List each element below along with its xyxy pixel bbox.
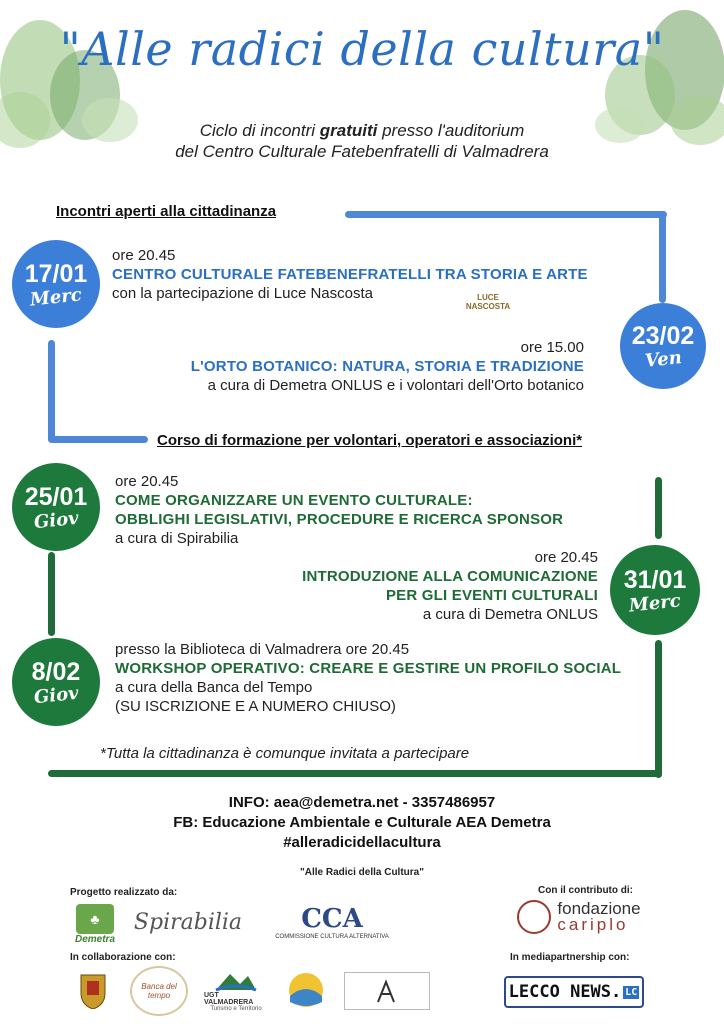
event-8-02: presso la Biblioteca di Valmadrera ore 20.45 WORKSHOP OPERATIVO: CREARE E GESTIRE UN PROFILO SOCIAL a cura della Banca del Tempo (SU ISCRIZIONE E A NUMERO CHIUSO) bbox=[115, 641, 622, 715]
timeline-blue-left bbox=[48, 340, 55, 442]
proloco-logo bbox=[284, 970, 328, 1010]
poster-subtitle: Ciclo di incontri gratuiti presso l'auditorium del Centro Culturale Fatebenfratelli di Valmadrera bbox=[175, 121, 549, 161]
date-badge-23-02: 23/02 Ven bbox=[620, 303, 706, 389]
demetra-logo: ♣ Demetra bbox=[70, 900, 120, 948]
timeline-blue-top bbox=[345, 211, 667, 218]
contact-info bbox=[0, 793, 724, 853]
comune-valmadrera-crest-icon bbox=[78, 966, 108, 1012]
date-badge-17-01: 17/01 Merc bbox=[12, 240, 100, 328]
info-email-phone[interactable]: INFO: aea@demetra.net - 3357486957 bbox=[228, 794, 496, 811]
date-badge-31-01: 31/01 Merc bbox=[610, 545, 700, 635]
label-collaboration: In collaborazione con: bbox=[70, 952, 176, 963]
date-badge-25-01: 25/01 Giov bbox=[12, 463, 100, 551]
timeline-blue-bottom bbox=[48, 436, 148, 443]
lecco-news-logo: LECCO NEWS. LC bbox=[504, 976, 644, 1008]
poster-title: "Alle radici della cultura" bbox=[59, 22, 665, 76]
timeline-green-right-upper bbox=[655, 477, 662, 539]
project-name: "Alle Radici della Cultura" bbox=[300, 867, 424, 878]
fondazione-cariplo-logo: fondazione cariplo bbox=[506, 895, 652, 939]
label-media: In mediapartnership con: bbox=[510, 952, 630, 963]
timeline-green-left-mid bbox=[48, 552, 55, 636]
timeline-blue-right bbox=[659, 211, 666, 303]
section-heading-training: Corso di formazione per volontari, operatori e associazioni* bbox=[157, 432, 583, 449]
footnote: *Tutta la cittadinanza è comunque invitata a partecipare bbox=[100, 745, 470, 762]
event-17-01: ore 20.45 CENTRO CULTURALE FATEBENEFRATELLI TRA STORIA E ARTE con la partecipazione di Luce Nascosta bbox=[112, 247, 588, 302]
event-23-02: ore 15.00 L'ORTO BOTANICO: NATURA, STORIA E TRADIZIONE a cura di Demetra ONLUS e i volontari dell'Orto botanico bbox=[190, 339, 584, 394]
event-31-01: ore 20.45 INTRODUZIONE ALLA COMUNICAZIONE PER GLI EVENTI CULTURALI a cura di Demetra ONLUS bbox=[302, 549, 598, 623]
ugt-valmadrera-logo: UGT VALMADRERA Turismo e Territorio bbox=[204, 966, 268, 1014]
partner-logo-box bbox=[344, 972, 430, 1010]
spirabilia-logo: Spirabilia bbox=[133, 909, 243, 935]
banca-del-tempo-logo: Banca del tempo bbox=[130, 966, 188, 1016]
timeline-green-right-lower bbox=[655, 640, 662, 778]
label-realized-by: Progetto realizzato da: bbox=[70, 887, 178, 898]
cariplo-seal-icon bbox=[517, 900, 551, 934]
section-heading-public: Incontri aperti alla cittadinanza bbox=[56, 203, 277, 220]
label-contribution: Con il contributo di: bbox=[538, 885, 633, 896]
date-badge-8-02: 8/02 Giov bbox=[12, 638, 100, 726]
demetra-leaf-icon: ♣ bbox=[76, 904, 114, 934]
info-hashtag[interactable]: #alleradicidellacultura bbox=[283, 834, 441, 851]
info-facebook[interactable]: FB: Educazione Ambientale e Culturale AEA Demetra bbox=[173, 814, 551, 831]
luce-nascosta-logo: LUCE NASCOSTA bbox=[465, 293, 511, 311]
event-25-01: ore 20.45 COME ORGANIZZARE UN EVENTO CULTURALE: OBBLIGHI LEGISLATIVI, PROCEDURE E RICERCA SPONSOR a cura di Spirabilia bbox=[115, 473, 564, 547]
timeline-green-bottom bbox=[48, 770, 662, 777]
cca-logo: CCA COMMISSIONE CULTURA ALTERNATIVA bbox=[275, 904, 389, 940]
